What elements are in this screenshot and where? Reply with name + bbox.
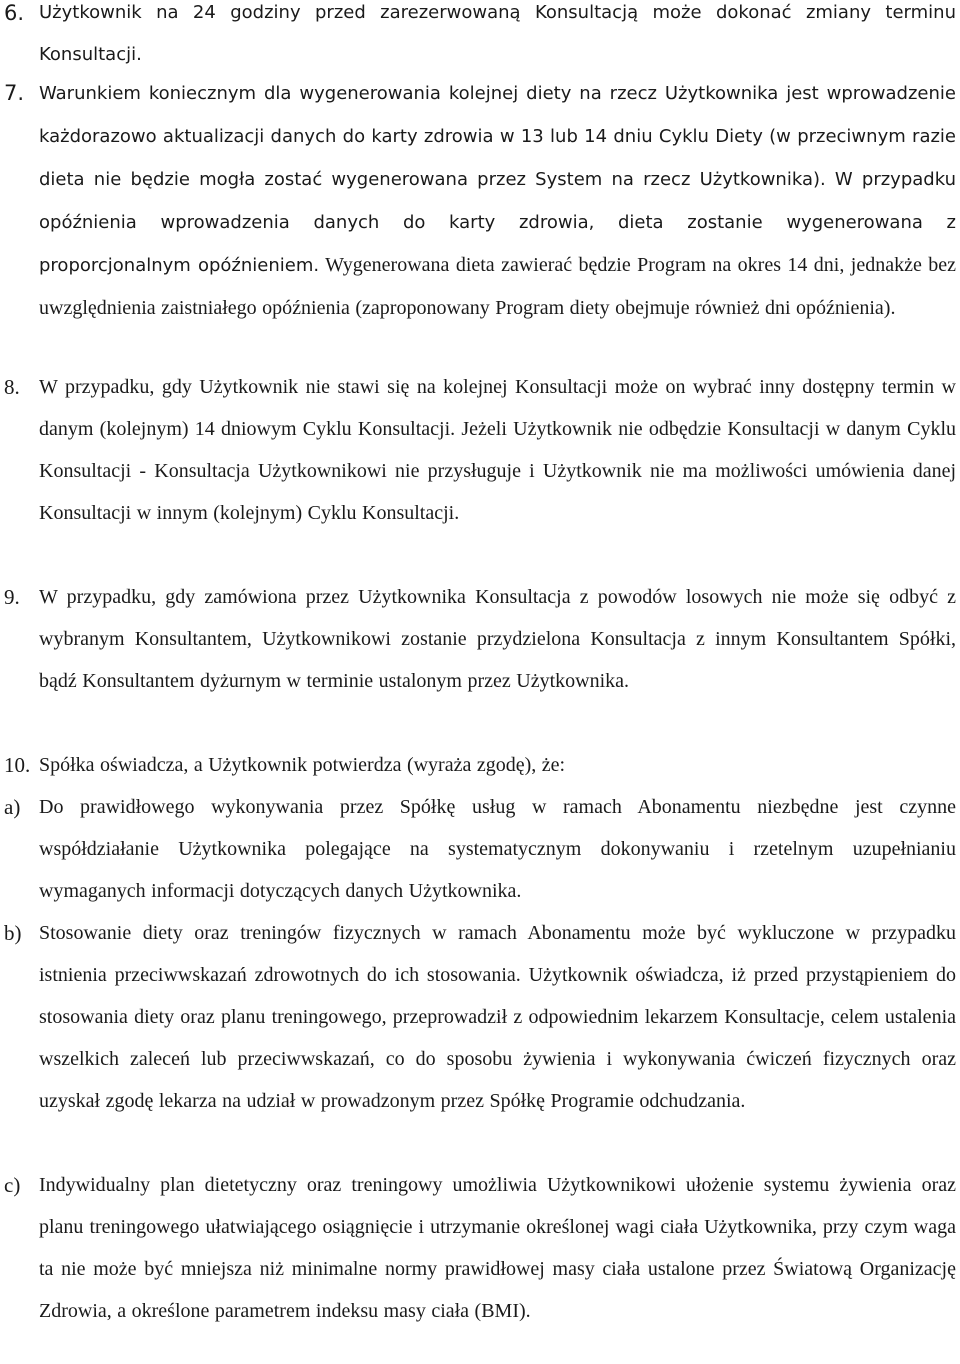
list-item-6	[4, 0, 956, 76]
item-text: Indywidualny plan dietetyczny oraz treningowy umożliwia Użytkownikowi ułożenie systemu żywienia oraz planu treningowego ułatwiającego osiągnięcie i utrzymanie określonej wagi ciała Użytkownika, przy czym waga ta nie może być mniejsza niż minimalne normy prawidłowej masy ciała ustalone przez Światową Organizację Zdrowia, a określone parametrem indeksu masy ciała (BMI).	[39, 1174, 956, 1322]
list-item-7	[4, 72, 956, 329]
item-text: Stosowanie diety oraz treningów fizycznych w ramach Abonamentu może być wykluczone w przypadku istnienia przeciwwskazań zdrowotnych do ich stosowania. Użytkownik oświadcza, iż przed przystąpieniem do stosowania diety oraz planu treningowego, przeprowadził z odpowiednim lekarzem Konsultacje, celem ustalenia wszelkich zaleceń lub przeciwwskazań, co do sposobu żywienia i wykonywania ćwiczeń fizycznych oraz uzyskał zgodę lekarza na udział w prowadzonym przez Spółkę Programie odchudzania.	[39, 922, 956, 1112]
item-marker: 9.	[4, 585, 20, 609]
item-marker: 7.	[4, 81, 25, 105]
item-marker: 6.	[4, 1, 25, 25]
item-text: W przypadku, gdy zamówiona przez Użytkownika Konsultacja z powodów losowych nie może się odbyć z wybranym Konsultantem, Użytkownikowi zostanie przydzielona Konsultacja z innym Konsultantem Spółki, bądź Konsultantem dyżurnym w terminie ustalonym przez Użytkownika.	[39, 586, 956, 692]
item-text-serif-part: Wygenerowana dieta zawierać będzie Program na okres 14 dni, jednakże bez uwzględnienia zaistniałego opóźnienia (zaproponowany Program diety obejmuje również dni opóźnienia).	[39, 254, 956, 319]
list-item-b	[4, 912, 956, 1122]
list-item-8	[4, 366, 956, 534]
item-text: Użytkownik na 24 godziny przed zarezerwowaną Konsultacją może dokonać zmiany terminu Konsultacji.	[39, 2, 956, 65]
item-text: Do prawidłowego wykonywania przez Spółkę usług w ramach Abonamentu niezbędne jest czynne współdziałanie Użytkownika polegające na systematycznym dokonywaniu i rzetelnym uzupełnianiu wymaganych informacji dotyczących danych Użytkownika.	[39, 796, 956, 902]
item-marker: 10.	[4, 753, 31, 777]
item-marker: 8.	[4, 375, 20, 399]
list-item-10	[4, 744, 956, 786]
list-item-a	[4, 786, 956, 912]
list-item-9	[4, 576, 956, 702]
item-marker: b)	[4, 921, 22, 945]
item-marker: a)	[4, 795, 21, 819]
item-marker: c)	[4, 1173, 21, 1197]
item-text: W przypadku, gdy Użytkownik nie stawi się na kolejnej Konsultacji może on wybrać inny dostępny termin w danym (kolejnym) 14 dniowym Cyklu Konsultacji. Jeżeli Użytkownik nie odbędzie Konsultacji w danym Cyklu Konsultacji - Konsultacja Użytkownikowi nie przysługuje i Użytkownik nie ma możliwości umówienia danej Konsultacji w innym (kolejnym) Cyklu Konsultacji.	[39, 376, 956, 524]
item-text-sans-part: Warunkiem koniecznym dla wygenerowania kolejnej diety na rzecz Użytkownika jest wprowadzenie każdorazowo aktualizacji danych do karty zdrowia w 13 lub 14 dniu Cyklu Diety (w przeciwnym razie dieta nie będzie mogła zostać wygenerowana przez System na rzecz Użytkownika). W przypadku opóźnienia wprowadzenia danych do karty zdrowia, dieta zostanie wygenerowana z proporcjonalnym opóźnieniem.	[39, 83, 956, 276]
item-text: Spółka oświadcza, a Użytkownik potwierdza (wyraża zgodę), że:	[39, 754, 566, 776]
list-item-c	[4, 1164, 956, 1332]
item-text	[39, 72, 956, 329]
